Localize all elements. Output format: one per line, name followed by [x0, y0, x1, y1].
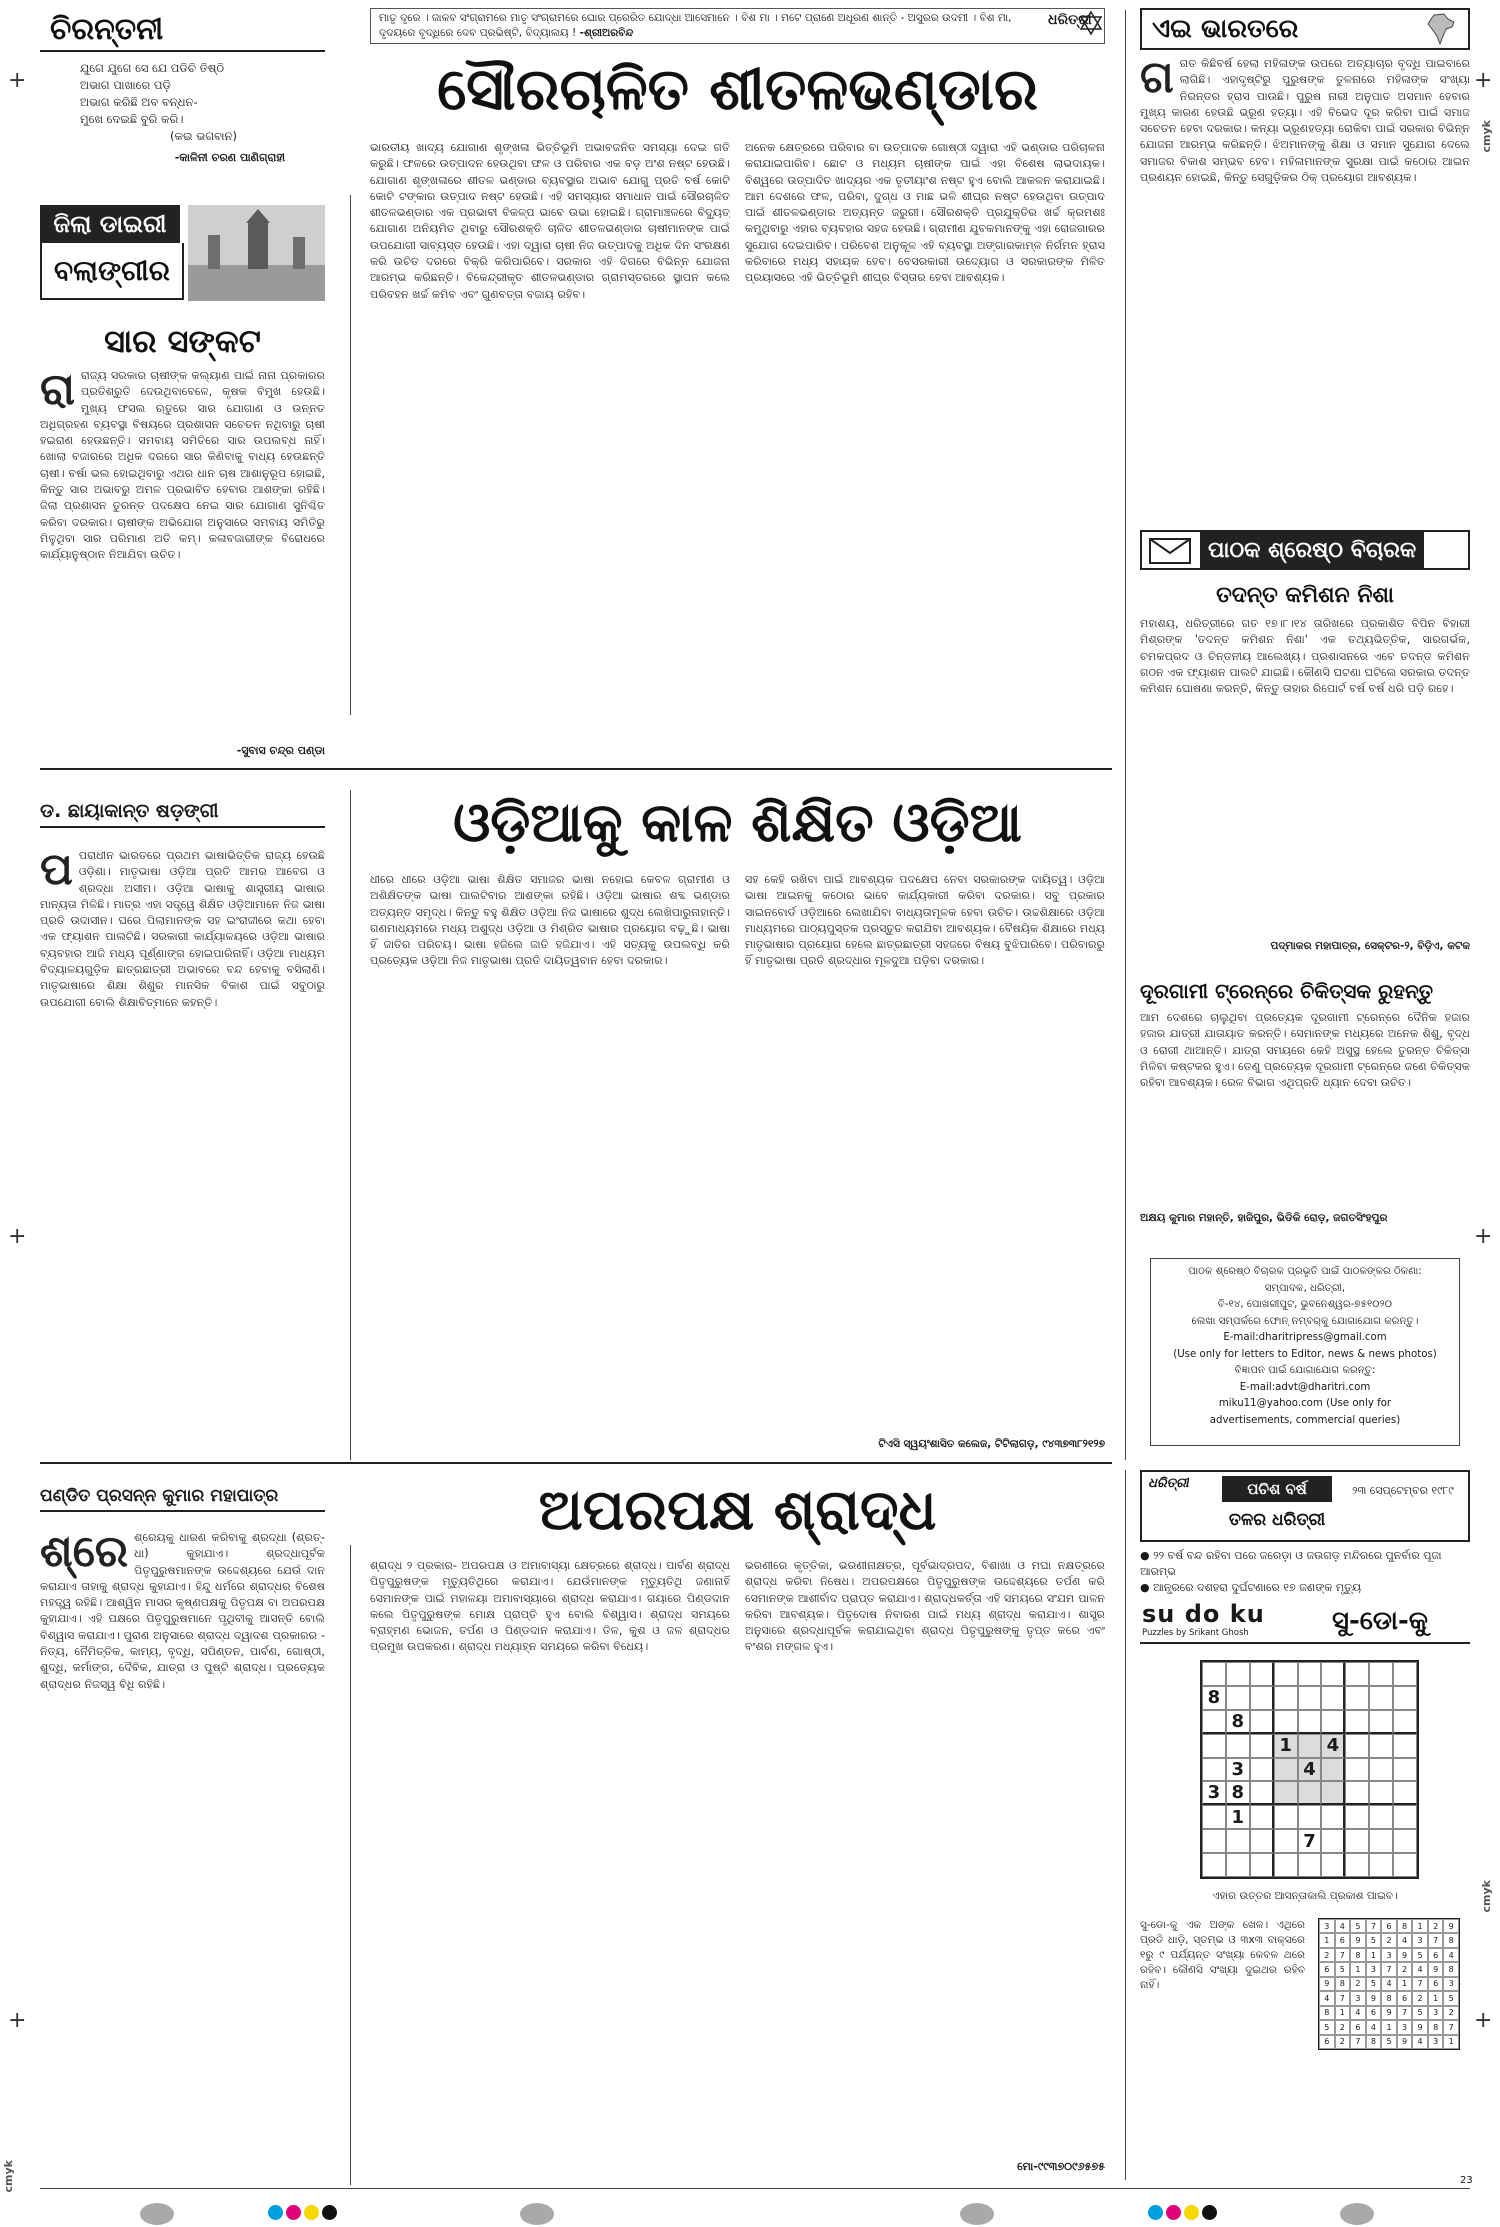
sudoku-cell[interactable] [1226, 1829, 1250, 1853]
quote-banner [370, 8, 1105, 44]
solution-cell: 5 [1412, 2006, 1428, 2020]
odia-col1 [40, 848, 325, 1448]
poem-line: ଅଭାଗ ପାଖାରେ ପଡ଼ି [80, 78, 171, 92]
sudoku-cell[interactable] [1345, 1758, 1369, 1782]
solution-cell: 7 [1412, 1977, 1428, 1991]
solution-cell: 9 [1381, 2006, 1397, 2020]
solution-cell: 4 [1319, 1991, 1335, 2005]
envelope-icon [1148, 537, 1192, 565]
sudoku-cell[interactable] [1298, 1805, 1322, 1829]
contact-line: ବି-୧୪, ପୋଖରୀପୁଟ, ଭୁବନେଶ୍ୱର-୭୫୧୦୨୦ [1217, 1299, 1393, 1310]
odia-headline: ଓଡ଼ିଆକୁ କାଳ ଶିକ୍ଷିତ ଓଡ଼ିଆ [453, 790, 1022, 854]
solution-cell: 1 [1350, 1962, 1366, 1976]
solution-cell: 1 [1335, 2006, 1351, 2020]
color-dot-cyan-2 [1148, 2205, 1163, 2220]
solution-cell: 3 [1428, 2006, 1444, 2020]
zilla-diary-author: -ସୁବାସ ଚନ୍ଦ୍ର ପଣ୍ଡା [236, 744, 325, 757]
zilla-diary-text: ରାଜ୍ୟ ସରକାର ଚାଷୀଙ୍କ କଲ୍ୟାଣ ପାଇଁ ନାନା ପ୍ରକାରର ପ୍ରତିଶ୍ରୁତି ଦେଉଥିବାବେଳେ, କୃଷକ ବିମୁଖ ହେଉଛି। ମୁଖ୍ୟ ଫସଲ ଋତୁରେ ସାର ଯୋଗାଣ ଓ ଉନ୍ନତ ଅଧିଗ୍ରହଣ ବ୍ୟବସ୍ଥା ବିଷୟରେ ପ୍ରଶାସନ ସଚେତନ ନଥିବାରୁ ଚାଷୀ ହଇରାଣ ହେଉଛନ୍ତି। ସମବାୟ ସମିତିରେ ସାର ଉପଲବ୍ଧ ନାହିଁ। ଖୋଲା ବଜାରରେ ଅଧିକ ଦରରେ ସାର କିଣିବାକୁ ବାଧ୍ୟ ହେଉଛନ୍ତି ଚାଷୀ। ବର୍ଷା ଭଲ ହୋଇଥିବାରୁ ଏଥର ଧାନ ଚାଷ ଆଶାନୁରୂପ ହୋଇଛି, କିନ୍ତୁ ସାର ଅଭାବରୁ ଅମଳ ପ୍ରଭାବିତ ହେବାର ଆଶଙ୍କା ରହିଛି। ଜିଲା ପ୍ରଶାସନ ତୁରନ୍ତ ପଦକ୍ଷେପ ନେଇ ସାର ଯୋଗାଣ ସୁନିଶ୍ଚିତ କରିବା ଦରକାର। ଚାଷୀଙ୍କ ଅଭିଯୋଗ ଅନୁସାରେ ସମବାୟ ସମିତିରୁ ମିଳୁଥିବା ସାର ପରିମାଣ ଅତି କମ୍। କଳାବଜାରୀଙ୍କ ବିରୋଧରେ କାର୍ଯ୍ୟାନୁଷ୍ଠାନ ନିଆଯିବା ଉଚିତ। [40, 369, 325, 562]
sudoku-cell[interactable] [1369, 1686, 1393, 1710]
sudoku-cell[interactable] [1202, 1734, 1226, 1758]
solution-cell: 1 [1381, 2020, 1397, 2034]
solution-cell: 1 [1319, 1933, 1335, 1947]
solution-cell: 4 [1335, 1919, 1351, 1933]
zilla-diary-title: ଜିଲା ଡାଇରୀ [40, 205, 180, 243]
sudoku-cell[interactable]: 3 [1202, 1781, 1226, 1805]
solution-cell: 6 [1428, 1948, 1444, 1962]
solution-cell: 3 [1366, 1962, 1382, 1976]
registration-mark-right-top: + [1474, 68, 1493, 93]
solution-cell: 6 [1428, 1977, 1444, 1991]
solution-cell: 9 [1350, 1933, 1366, 1947]
bottom-rule [40, 2188, 1470, 2189]
sudoku-cell[interactable] [1274, 1710, 1298, 1734]
sudoku-cell[interactable] [1202, 1662, 1226, 1686]
solution-cell: 2 [1350, 1977, 1366, 1991]
registration-mark-right-mid: + [1474, 1224, 1493, 1249]
sudoku-solution-grid [1318, 1918, 1460, 2050]
main-article-col2: ଅନେକ କ୍ଷେତ୍ରରେ ପରିବାର ବା ଉତ୍ପାଦକ ଗୋଷ୍ଠୀ ଦ୍ୱାରା ଏହି ଭଣ୍ଡାର ପରିଚାଳନା କରାଯାଇପାରିବ। ଛୋଟ ଓ ମଧ୍ୟମ ଚାଷୀଙ୍କ ପାଇଁ ଏହା ବିଶେଷ ଲାଭଦାୟକ। ବିଶ୍ୱରେ ଉତ୍ପାଦିତ ଖାଦ୍ୟର ଏକ ତୃତୀୟାଂଶ ନଷ୍ଟ ହୁଏ ବୋଲି ଆକଳନ କରାଯାଇଛି। ଆମ ଦେଶରେ ଫଳ, ପରିବା, ଦୁଗ୍ଧ ଓ ମାଛ ଭଳି ଶୀଘ୍ର ନଷ୍ଟ ହେଉଥିବା ଉତ୍ପାଦ ପାଇଁ ଶୀତଳଭଣ୍ଡାର ଅତ୍ୟନ୍ତ ଜରୁରୀ। ସୌରଶକ୍ତି ପ୍ରଯୁକ୍ତିର ଖର୍ଚ୍ଚ କ୍ରମଶଃ କମୁଥିବାରୁ ଏହାର ବ୍ୟବହାର ସହଜ ହେଉଛି। ଗ୍ରାମୀଣ ଯୁବକମାନଙ୍କୁ ଏହା ରୋଜଗାରର ସୁଯୋଗ ଦେଇପାରିବ। ପରିବେଶ ଅନୁକୂଳ ଏହି ବ୍ୟବସ୍ଥା ଅଙ୍ଗାରକାମ୍ଳ ନିର୍ଗମନ ହ୍ରାସ କରିବାରେ ମଧ୍ୟ ସହାୟକ ହେବ। ବେସରକାରୀ ଉଦ୍ୟୋଗ ଓ ସରକାରଙ୍କ ମିଳିତ ପ୍ରୟାସରେ ଏହି ଭିତ୍ତିଭୂମି ଶୀଘ୍ର ବିସ୍ତାର ହେବା ଆବଶ୍ୟକ। [745, 141, 1105, 285]
sudoku-cell[interactable] [1202, 1853, 1226, 1877]
gray-oval-1 [140, 2203, 174, 2225]
dharitri-25-logo: ଧରିତ୍ରୀ [1148, 1476, 1189, 1491]
solution-cell: 2 [1412, 1991, 1428, 2005]
contact-box [1150, 1258, 1460, 1446]
reader-opinion-banner [1140, 530, 1470, 570]
solution-cell: 3 [1443, 1977, 1459, 1991]
shraddha-footer: ମୋ-୯୯୩୭୦୯୬୫୭୫ [1017, 2160, 1105, 2173]
contact-email[interactable]: miku11@yahoo.com (Use only for [1218, 1398, 1392, 1409]
india-map-icon [1424, 12, 1458, 46]
dropcap: ଶ୍ରେ [40, 1530, 129, 1577]
solution-cell: 9 [1397, 1948, 1413, 1962]
dropcap: ଗ [1140, 56, 1174, 103]
poem-line: ଅଭାଗ କରିଛି ଅବ ବନ୍ଧନ- [80, 95, 198, 109]
letter1-body: ମହାଶୟ, ଧରିତ୍ରୀରେ ଗତ ୧୭।୮।୧୪ ତାରିଖରେ ପ୍ରକାଶିତ ବିପିନ ବିହାରୀ ମିଶ୍ରଙ୍କ 'ତଦନ୍ତ କମିଶନ ନିଶା' ଏକ ତଥ୍ୟଭିତ୍ତିକ, ସାରଗର୍ଭକ, ଚମକପ୍ରଦ ଓ ଚିନ୍ତନୀୟ ଆଲେଖ୍ୟ। ପ୍ରଶାସନରେ ଏବେ ତଦନ୍ତ କମିଶନ ଗଠନ ଏକ ଫ୍ୟାଶନ ପାଲଟି ଯାଇଛି। କୌଣସି ଘଟଣା ଘଟିଲେ ସରକାର ତଦନ୍ତ କମିଶନ ଘୋଷଣା କରନ୍ତି, କିନ୍ତୁ ତାହାର ରିପୋର୍ଟ ବର୍ଷ ବର୍ଷ ଧରି ପଡ଼ି ରହେ। [1140, 617, 1470, 696]
solution-cell: 6 [1366, 2006, 1382, 2020]
sudoku-cell[interactable] [1274, 1758, 1298, 1782]
registration-mark-left-bot: + [8, 2008, 27, 2033]
solution-cell: 8 [1443, 1933, 1459, 1947]
sudoku-cell[interactable]: 7 [1298, 1829, 1322, 1853]
solution-cell: 8 [1335, 1977, 1351, 1991]
sudoku-cell[interactable] [1226, 1734, 1250, 1758]
sudoku-cell[interactable] [1321, 1710, 1345, 1734]
cmyk-label-left-bot: cmyk [2, 2160, 15, 2193]
sudoku-cell[interactable] [1274, 1805, 1298, 1829]
sudoku-cell[interactable] [1345, 1734, 1369, 1758]
cmyk-label-right-top: cmyk [1480, 120, 1493, 153]
sudoku-cell[interactable] [1369, 1853, 1393, 1877]
sudoku-cell[interactable] [1369, 1662, 1393, 1686]
sudoku-cell[interactable]: 8 [1202, 1686, 1226, 1710]
shraddha-col1-text: ଶ୍ରେୟକୁ ଧାରଣ କରିବାକୁ ଶ୍ରଦ୍ଧା (ଶ୍ରତ୍-ଧା) କୁହାଯାଏ। ଶ୍ରଦ୍ଧାପୂର୍ବକ ପିତୃପୁରୁଷମାନଙ୍କ ଉଦ୍ଦେଶ୍ୟରେ ଯେଉଁ ଦାନ କରାଯାଏ ତାହାକୁ ଶ୍ରାଦ୍ଧ କୁହାଯାଏ। ହିନ୍ଦୁ ଧର୍ମରେ ଶ୍ରାଦ୍ଧର ବିଶେଷ ମହତ୍ତ୍ୱ ରହିଛି। ଆଶ୍ୱିନ ମାସର କୃଷ୍ଣପକ୍ଷକୁ ପିତୃପକ୍ଷ ବା ଅପରପକ୍ଷ କୁହାଯାଏ। ଏହି ପକ୍ଷରେ ପିତୃପୁରୁଷମାନେ ପୃଥିବୀକୁ ଆସନ୍ତି ବୋଲି ବିଶ୍ୱାସ କରାଯାଏ। ପୁରାଣ ଅନୁସାରେ ଶ୍ରାଦ୍ଧ ଦ୍ୱାଦଶ ପ୍ରକାରର - ନିତ୍ୟ, ନୈମିତ୍ତିକ, କାମ୍ୟ, ବୃଦ୍ଧି, ସପିଣ୍ଡନ, ପାର୍ବଣ, ଗୋଷ୍ଠୀ, ଶୁଦ୍ଧି, କର୍ମାଙ୍ଗ, ଦୈବିକ, ଯାତ୍ରା ଓ ପୁଷ୍ଟି ଶ୍ରାଦ୍ଧ। ପ୍ରତ୍ୟେକ ଶ୍ରାଦ୍ଧର ନିଜସ୍ୱ ବିଧି ରହିଛି। [40, 1531, 325, 1691]
sudoku-cell[interactable]: 4 [1298, 1758, 1322, 1782]
sudoku-cell[interactable] [1393, 1686, 1417, 1710]
solution-cell: 2 [1381, 1933, 1397, 1947]
solution-cell: 8 [1443, 1962, 1459, 1976]
section-rule [40, 1462, 1112, 1464]
sudoku-cell[interactable] [1393, 1805, 1417, 1829]
gray-oval-4 [1340, 2203, 1374, 2225]
sudoku-cell[interactable] [1345, 1710, 1369, 1734]
column-rule [350, 790, 351, 1460]
dharitri-25-items [1140, 1548, 1470, 1596]
sudoku-cell[interactable] [1369, 1758, 1393, 1782]
solution-cell: 9 [1443, 1919, 1459, 1933]
solution-cell: 6 [1381, 1919, 1397, 1933]
solution-cell: 4 [1366, 2020, 1382, 2034]
sudoku-cell[interactable] [1298, 1734, 1322, 1758]
sudoku-cell[interactable] [1393, 1853, 1417, 1877]
sudoku-cell[interactable] [1345, 1686, 1369, 1710]
contact-line: advertisements, commercial queries) [1209, 1414, 1401, 1426]
solution-cell: 9 [1397, 2035, 1413, 2049]
sudoku-cell[interactable] [1393, 1781, 1417, 1805]
sudoku-cell[interactable] [1274, 1781, 1298, 1805]
odia-footer: ଟିଏସି ସ୍ୱୟଂଶାସିତ କଲେଜ, ଟିଟିଲାଗଡ଼, ୯୪୩୭୩୮୨୧୨୭ [878, 1438, 1105, 1450]
dropcap: ପ [40, 848, 73, 895]
sudoku-cell[interactable] [1250, 1686, 1274, 1710]
sudoku-cell[interactable] [1369, 1734, 1393, 1758]
sudoku-cell[interactable] [1298, 1686, 1322, 1710]
solution-cell: 7 [1335, 1948, 1351, 1962]
sudoku-header [1140, 1600, 1470, 1644]
section-rule [40, 768, 1112, 770]
solution-cell: 9 [1412, 2020, 1428, 2034]
zilla-diary-header [40, 205, 325, 310]
sudoku-cell[interactable] [1321, 1805, 1345, 1829]
letter1-title: ତଦନ୍ତ କମିଶନ ନିଶା [1216, 582, 1394, 608]
solution-cell: 1 [1443, 2035, 1459, 2049]
odia-col1-text: ପରାଧୀନ ଭାରତରେ ପ୍ରଥମ ଭାଷାଭିତ୍ତିକ ରାଜ୍ୟ ହେଉଛି ଓଡ଼ିଶା। ମାତୃଭାଷା ଓଡ଼ିଆ ପ୍ରତି ଆମର ଆବେଗ ଓ ଶ୍ରଦ୍ଧା ଅସୀମ। ଓଡ଼ିଆ ଭାଷାକୁ ଶାସ୍ତ୍ରୀୟ ଭାଷାର ମାନ୍ୟତା ମିଳିଛି। ମାତ୍ର ଏହା ସତ୍ତ୍ୱେ ଶିକ୍ଷିତ ଓଡ଼ିଆମାନେ ନିଜ ଭାଷା ପ୍ରତି ଉଦାସୀନ। ଘରେ ପିଲାମାନଙ୍କ ସହ ଇଂରାଜୀରେ କଥା ହେବା ଏକ ଫ୍ୟାଶନ ପାଲଟିଛି। ସରକାରୀ କାର୍ଯ୍ୟାଳୟରେ ଓଡ଼ିଆ ଭାଷାର ବ୍ୟବହାର ଆଜି ମଧ୍ୟ ପୂର୍ଣ୍ଣାଙ୍ଗ ହୋଇପାରିନାହିଁ। ଓଡ଼ିଆ ମାଧ୍ୟମ ବିଦ୍ୟାଳୟଗୁଡ଼ିକ ଛାତ୍ରଛାତ୍ରୀ ଅଭାବରେ ବନ୍ଦ ହେବାକୁ ବସିଲାଣି। ମାତୃଭାଷାରେ ଶିକ୍ଷା ଶିଶୁର ମାନସିକ ବିକାଶ ପାଇଁ ସବୁଠାରୁ ଉପଯୋଗୀ ବୋଲି ଶିକ୍ଷାବିତ୍‌ମାନେ କହନ୍ତି। [40, 849, 325, 1009]
solution-cell: 1 [1412, 1919, 1428, 1933]
solution-cell: 2 [1443, 2006, 1459, 2020]
sudoku-cell[interactable] [1345, 1829, 1369, 1853]
registration-mark-left-top: + [8, 68, 27, 93]
solution-cell: 4 [1412, 2035, 1428, 2049]
contact-line: ପାଠକ ଶ୍ରେଷ୍ଠ ବିଚାରକ ପ୍ରଭୃତି ପାଇଁ ପାଠକଙ୍କର ଠିକଣା: [1188, 1266, 1422, 1277]
solution-cell: 9 [1428, 1962, 1444, 1976]
color-dot-cyan [268, 2205, 283, 2220]
chirantani-poem [40, 52, 325, 145]
sudoku-cell[interactable] [1369, 1829, 1393, 1853]
main-headline: ସୌରଚାଳିତ ଶୀତଳଭଣ୍ଡାର [437, 55, 1038, 123]
sudoku-cell[interactable] [1250, 1710, 1274, 1734]
solution-cell: 5 [1319, 2020, 1335, 2034]
solution-cell: 2 [1428, 1919, 1444, 1933]
sudoku-cell[interactable]: 3 [1226, 1758, 1250, 1782]
color-dot-yellow-2 [1184, 2205, 1199, 2220]
sudoku-title: ସୁ-ଡୋ-କୁ [1332, 1606, 1428, 1636]
cmyk-label-right-bot: cmyk [1480, 1880, 1493, 1913]
solution-cell: 2 [1319, 1948, 1335, 1962]
sudoku-cell[interactable] [1250, 1853, 1274, 1877]
solution-cell: 7 [1428, 1933, 1444, 1947]
shraddha-col3: ଭରଣୀରେ କୃତ୍ତିକା, ଭରଣୀନାକ୍ଷତ୍ର, ପୂର୍ବଭାଦ୍ରପଦ, ବିଶାଖା ଓ ମଘା ନକ୍ଷତ୍ରରେ ଶ୍ରାଦ୍ଧ କରିବା ନିଷେଧ। ଅପରପକ୍ଷରେ ପିତୃପୁରୁଷଙ୍କ ଉଦ୍ଦେଶ୍ୟରେ ତର୍ପଣ କରି ସେମାନଙ୍କ ଆଶୀର୍ବାଦ ପ୍ରାପ୍ତ କରାଯାଏ। ଶ୍ରାଦ୍ଧକର୍ତ୍ତା ଏହି ସମୟରେ ସଂଯମ ପାଳନ କରିବା ଆବଶ୍ୟକ। ପିତୃଦୋଷ ନିବାରଣ ପାଇଁ ମଧ୍ୟ ଶ୍ରାଦ୍ଧ କରାଯାଏ। ଶାସ୍ତ୍ର ଅନୁସାରେ ଶ୍ରଦ୍ଧାପୂର୍ବକ କରାଯାଇଥିବା ଶ୍ରାଦ୍ଧ ପିତୃପୁରୁଷଙ୍କୁ ତୃପ୍ତ କରେ ଏବଂ ବଂଶର ମଙ୍ଗଳ ହୁଏ। [745, 1559, 1105, 1654]
sudoku-grid[interactable] [1200, 1660, 1419, 1879]
solution-cell: 7 [1381, 1962, 1397, 1976]
odia-col2: ଧୀରେ ଧୀରେ ଓଡ଼ିଆ ଭାଷା ଶିକ୍ଷିତ ସମାଜର ଭାଷା ନହୋଇ କେବଳ ଗ୍ରାମୀଣ ଓ ଅଶିକ୍ଷିତଙ୍କ ଭାଷା ପାଲଟିବାର ଆଶଙ୍କା ରହିଛି। ଓଡ଼ିଆ ଭାଷାର ଶବ୍ଦ ଭଣ୍ଡାର ଅତ୍ୟନ୍ତ ସମୃଦ୍ଧ। କିନ୍ତୁ ବହୁ ଶିକ୍ଷିତ ଓଡ଼ିଆ ନିଜ ଭାଷାରେ ଶୁଦ୍ଧ ଲେଖିପାରୁନାହାନ୍ତି। ଗଣମାଧ୍ୟମରେ ମଧ୍ୟ ଅଶୁଦ୍ଧ ଓଡ଼ିଆ ଓ ମିଶ୍ରିତ ଭାଷାର ପ୍ରୟୋଗ ବଢ଼ୁଛି। ଭାଷା ହିଁ ଜାତିର ପରିଚୟ। ଭାଷା ହଜିଲେ ଜାତି ହଜିଯାଏ। ଏହି ସତ୍ୟକୁ ଉପଲବ୍ଧି କରି ପ୍ରତ୍ୟେକ ଓଡ଼ିଆ ନିଜ ମାତୃଭାଷା ପ୍ରତି ଦାୟିତ୍ୱବାନ ହେବା ଦରକାର। [370, 873, 730, 968]
sudoku-cell[interactable] [1250, 1805, 1274, 1829]
list-item: ● ୨୨ ବର୍ଷ ବନ୍ଦ ରହିବା ପରେ ଜରେଡ଼ା ଓ ଜଉଗଡ଼ ମନ୍ଦିରରେ ପୁନର୍ବାର ପୂଜା ଆରମ୍ଭ [1140, 1549, 1442, 1578]
sudoku-cell[interactable] [1274, 1853, 1298, 1877]
solution-cell: 3 [1412, 1933, 1428, 1947]
sudoku-cell[interactable]: 8 [1226, 1781, 1250, 1805]
solution-cell: 7 [1350, 2035, 1366, 2049]
dharitri-25-title2: ତଳର ଧରିତ୍ରୀ [1228, 1510, 1326, 1530]
solution-cell: 8 [1319, 2006, 1335, 2020]
solution-cell: 4 [1350, 2006, 1366, 2020]
sudoku-cell[interactable] [1298, 1710, 1322, 1734]
sudoku-cell[interactable] [1274, 1829, 1298, 1853]
letter2-author: ଅକ୍ଷୟ କୁମାର ମହାନ୍ତି, ହାଜିପୁର, ଭିଡିକି ରୋଡ଼, ଜଗତସିଂହପୁର [1140, 1212, 1388, 1224]
shraddha-headline: ଅପରପକ୍ଷ ଶ୍ରାଦ୍ଧ [538, 1477, 937, 1543]
contact-line: (Use only for letters to Editor, news & news photos) [1173, 1348, 1437, 1360]
sudoku-cell[interactable] [1393, 1758, 1417, 1782]
solution-cell: 9 [1366, 1991, 1382, 2005]
solution-cell: 2 [1397, 1962, 1413, 1976]
quote-text: ମାତୃ ଦୃରେ । ଜାକବ ସଂଗ୍ରାମରେ ମାତୃ ସଂଗ୍ରାମରେ ଘୋର ପ୍ରେରିତ ଯୋଦ୍ଧା ଆସେମାନେ । ବିଶ ମା । ମଟେ ପ୍ରାଣେ ଅଧୂରଣ ଶାନ୍ତି - ଅସୁରର ଉଦମୀ । ବିଶ ମା, ଦୃଦୟରେ ବୃଦ୍ଧିରେ ଦେବ ପ୍ରଭିଷ୍ଟି, ବିଦ୍ୟାଲୟ ! [379, 12, 1012, 39]
odia-author-name: ଡ. ଛାୟାକାନ୍ତ ଷଡ଼ଙ୍ଗୀ [40, 800, 325, 828]
odia-col3: ସହ କେହି ରଖିବା ପାଇଁ ଆବଶ୍ୟକ ପଦକ୍ଷେପ ନେବା ସରକାରଙ୍କ ଦାୟିତ୍ୱ। ଓଡ଼ିଆ ଭାଷା ଆଇନକୁ କଠୋର ଭାବେ କାର୍ଯ୍ୟକାରୀ କରିବା ଦରକାର। ସବୁ ପ୍ରକାର ସାଇନବୋର୍ଡ ଓଡ଼ିଆରେ ଲେଖାଯିବା ବାଧ୍ୟତାମୂଳକ ହେବା ଉଚିତ। ଉଚ୍ଚଶିକ୍ଷାରେ ଓଡ଼ିଆ ମାଧ୍ୟମରେ ପାଠ୍ୟପୁସ୍ତକ ପ୍ରସ୍ତୁତ କରାଯିବା ଆବଶ୍ୟକ। ବୈଷୟିକ ଶିକ୍ଷାରେ ମଧ୍ୟ ମାତୃଭାଷାର ପ୍ରୟୋଗ ହେଲେ ଛାତ୍ରଛାତ୍ରୀ ସହଜରେ ବିଷୟ ବୁଝିପାରିବେ। ପରିବାରରୁ ହିଁ ମାତୃଭାଷା ପ୍ରତି ଶ୍ରଦ୍ଧାର ମୂଳଦୁଆ ପଡ଼ିବା ଦରକାର। [745, 873, 1105, 968]
solution-cell: 6 [1319, 2035, 1335, 2049]
solution-cell: 3 [1428, 2035, 1444, 2049]
solution-cell: 8 [1366, 2035, 1382, 2049]
sudoku-cell[interactable] [1226, 1686, 1250, 1710]
solution-cell: 7 [1443, 2020, 1459, 2034]
solution-cell: 6 [1319, 1962, 1335, 1976]
dharitri-logo: ଧରିତ୍ରୀ [1048, 12, 1092, 28]
solution-cell: 3 [1381, 1948, 1397, 1962]
color-dot-black [322, 2205, 337, 2220]
sudoku-cell[interactable] [1345, 1853, 1369, 1877]
sudoku-cell[interactable] [1321, 1829, 1345, 1853]
color-dot-magenta [286, 2205, 301, 2220]
shraddha-col1 [40, 1530, 325, 2180]
color-dot-yellow [304, 2205, 319, 2220]
zilla-diary-body [40, 368, 325, 738]
sudoku-rules: ସୁ-ଡୋ-କୁ ଏକ ଅଙ୍କ ଖେଳ। ଏଥିରେ ପ୍ରତି ଧାଡ଼ି, ସ୍ତମ୍ଭ ଓ ୩x୩ ବାକ୍ସରେ ୧ରୁ ୯ ପର୍ଯ୍ୟନ୍ତ ସଂଖ୍ୟା କେବଳ ଥରେ ରହିବ। କୌଣସି ସଂଖ୍ୟା ଦୁଇଥର ରହିବ ନାହିଁ। [1140, 1919, 1305, 1991]
solution-cell: 1 [1397, 1977, 1413, 1991]
sudoku-sub: Puzzles by Srikant Ghosh [1142, 1628, 1249, 1638]
solution-cell: 6 [1335, 1933, 1351, 1947]
solution-cell: 5 [1366, 1933, 1382, 1947]
bharat-title: ଏଇ ଭାରତରେ [1152, 14, 1299, 44]
solution-cell: 8 [1381, 1991, 1397, 2005]
chirantani-title: ଚିରନ୍ତନୀ [40, 10, 325, 52]
sudoku-cell[interactable] [1226, 1662, 1250, 1686]
solution-cell: 5 [1443, 1991, 1459, 2005]
gray-oval-3 [960, 2203, 994, 2225]
dropcap: ରା [40, 368, 75, 415]
main-article-col1: ଭାରତୀୟ ଖାଦ୍ୟ ଯୋଗାଣ ଶୃଙ୍ଖଳା ଭିତ୍ତିଭୂମି ଅଭାବଜନିତ ସମସ୍ୟା ଦେଇ ଗତି କରୁଛି। ଫଳରେ ଉତ୍ପାଦନ ହେଉଥିବା ଫଳ ଓ ପରିବାର ଏକ ବଡ଼ ଅଂଶ ନଷ୍ଟ ହେଉଛି। ଯୋଗାଣ ଶୃଙ୍ଖଳାରେ ଶୀତଳ ଭଣ୍ଡାର ବ୍ୟବସ୍ଥାର ଅଭାବ ଯୋଗୁ ପ୍ରତି ବର୍ଷ କୋଟି କୋଟି ଟଙ୍କାର ଉତ୍ପାଦ ନଷ୍ଟ ହେଉଛି। ଏହି ସମସ୍ୟାର ସମାଧାନ ପାଇଁ ସୌରଚାଳିତ ଶୀତଳଭଣ୍ଡାର ଏକ ପ୍ରଭାବୀ ବିକଳ୍ପ ଭାବେ ଉଭା ହୋଇଛି। ଗ୍ରାମାଞ୍ଚଳରେ ବିଦ୍ୟୁତ୍ ଯୋଗାଣ ଅନିୟମିତ ଥିବାରୁ ସୌରଶକ୍ତି ଚାଳିତ ଶୀତଳଭଣ୍ଡାର ଚାଷୀମାନଙ୍କ ପାଇଁ ଉପଯୋଗୀ ସାବ୍ୟସ୍ତ ହେଉଛି। ଏହା ଦ୍ୱାରା ଚାଷୀ ନିଜ ଉତ୍ପାଦକୁ ଅଧିକ ଦିନ ସଂରକ୍ଷଣ କରି ଉଚିତ ଦରରେ ବିକ୍ରି କରିପାରିବେ। ସରକାର ଏହି ଦିଗରେ ବିଭିନ୍ନ ଯୋଜନା ଆରମ୍ଭ କରିଛନ୍ତି। ବିକେନ୍ଦ୍ରୀକୃତ ଶୀତଳଭଣ୍ଡାର ଗ୍ରାମସ୍ତରରେ ସ୍ଥାପନ କଲେ ପରିବହନ ଖର୍ଚ୍ଚ କମିବ ଏବଂ ଗୁଣବତ୍ତା ବଜାୟ ରହିବ। [370, 141, 730, 301]
letter2-body: ଆମ ଦେଶରେ ଚାଲୁଥିବା ପ୍ରତ୍ୟେକ ଦୂରଗାମୀ ଟ୍ରେନ୍‌ରେ ଦୈନିକ ହଜାର ହଜାର ଯାତ୍ରୀ ଯାତାୟାତ କରନ୍ତି। ସେମାନଙ୍କ ମଧ୍ୟରେ ଅନେକ ଶିଶୁ, ବୃଦ୍ଧ ଓ ରୋଗୀ ଥାଆନ୍ତି। ଯାତ୍ରା ସମୟରେ କେହି ଅସୁସ୍ଥ ହେଲେ ତୁରନ୍ତ ଚିକିତ୍ସା ମିଳିବା କଷ୍ଟକର ହୁଏ। ତେଣୁ ପ୍ରତ୍ୟେକ ଦୂରଗାମୀ ଟ୍ରେନ୍‌ରେ ଜଣେ ଚିକିତ୍ସକ ରହିବା ଆବଶ୍ୟକ। ରେଳ ବିଭାଗ ଏଥିପ୍ରତି ଧ୍ୟାନ ଦେବା ଉଚିତ। [1140, 1011, 1470, 1090]
dharitri-25-date: ୨୩ ସେପ୍ଟେମ୍ବର ୧୯୮୯ [1352, 1484, 1454, 1497]
solution-cell: 8 [1397, 1919, 1413, 1933]
sudoku-cell[interactable] [1250, 1829, 1274, 1853]
contact-email[interactable]: E-mail:dharitripress@gmail.com [1223, 1332, 1387, 1343]
star-of-david-icon [1078, 10, 1104, 36]
dharitri-25-title1: ପଚିଶ ବର୍ଷ [1222, 1476, 1332, 1502]
column-rule [1125, 1470, 1126, 2180]
solution-cell: 2 [1335, 2035, 1351, 2049]
sudoku-cell[interactable] [1321, 1781, 1345, 1805]
solution-cell: 5 [1335, 1962, 1351, 1976]
sudoku-cell[interactable] [1345, 1781, 1369, 1805]
solution-cell: 1 [1366, 1948, 1382, 1962]
solution-cell: 4 [1412, 1962, 1428, 1976]
page-number: 23 [1460, 2175, 1473, 2186]
bharat-title-bar [1140, 8, 1470, 50]
color-dot-black-2 [1202, 2205, 1217, 2220]
sudoku-cell[interactable] [1369, 1710, 1393, 1734]
sudoku-cell[interactable] [1393, 1662, 1417, 1686]
column-rule [350, 1545, 351, 2185]
solution-cell: 4 [1443, 1948, 1459, 1962]
letter2-title: ଦୂରଗାମୀ ଟ୍ରେନ୍‌ରେ ଚିକିତ୍ସକ ରୁହନ୍ତୁ [1140, 979, 1433, 1003]
chirantani-author: -କାଳିନୀ ଚରଣ ପାଣିଗ୍ରାହୀ [174, 151, 285, 164]
sudoku-cell[interactable] [1202, 1758, 1226, 1782]
solution-cell: 5 [1366, 1977, 1382, 1991]
solution-cell: 5 [1412, 1948, 1428, 1962]
sudoku-cell[interactable]: 1 [1274, 1734, 1298, 1758]
sudoku-note: ଏହାର ଉତ୍ତର ଆସନ୍ତାକାଲି ପ୍ରକାଶ ପାଇବ। [1212, 1890, 1398, 1902]
sudoku-cell[interactable] [1298, 1853, 1322, 1877]
letter1-author: ପଦ୍ମାକର ମହାପାତ୍ର, ସେକ୍ଟର-୨, ବିଡ଼ିଏ, କଟକ [1270, 940, 1470, 952]
shraddha-col2: ଶ୍ରାଦ୍ଧ ୨ ପ୍ରକାର- ଅପରପକ୍ଷ ଓ ଅମାବାସ୍ୟା କ୍ଷେତ୍ରରେ ଶ୍ରାଦ୍ଧ। ପାର୍ବଣ ଶ୍ରାଦ୍ଧ ପିତୃପୁରୁଷଙ୍କ ମୃତ୍ୟୁତିଥିରେ କରାଯାଏ। ଯେଉଁମାନଙ୍କ ମୃତ୍ୟୁତିଥି ଜଣାନାହିଁ ସେମାନଙ୍କ ପାଇଁ ମହାଳୟା ଅମାବାସ୍ୟାରେ ଶ୍ରାଦ୍ଧ କରାଯାଏ। ଗୟାରେ ପିଣ୍ଡଦାନ କଲେ ପିତୃପୁରୁଷଙ୍କ ମୋକ୍ଷ ପ୍ରାପ୍ତି ହୁଏ ବୋଲି ବିଶ୍ୱାସ। ଶ୍ରାଦ୍ଧ ସମୟରେ ବ୍ରାହ୍ମଣ ଭୋଜନ, ତର୍ପଣ ଓ ପିଣ୍ଡଦାନ କରାଯାଏ। ତିଳ, କୁଶ ଓ ଜଳ ଶ୍ରାଦ୍ଧର ପ୍ରମୁଖ ଉପକରଣ। ଶ୍ରାଦ୍ଧ ମଧ୍ୟାହ୍ନ ସମୟରେ କରିବା ବିଧେୟ। [370, 1559, 730, 1654]
sudoku-cell[interactable] [1393, 1710, 1417, 1734]
bharat-box [1140, 8, 1470, 518]
solution-cell: 9 [1319, 1977, 1335, 1991]
registration-mark-right-bot: + [1474, 2008, 1493, 2033]
solution-cell: 7 [1335, 1991, 1351, 2005]
solution-cell: 6 [1397, 1991, 1413, 2005]
poem-line: ଯୁଗେ ଯୁଗେ ସେ ଯେ ପଡିଚି ତିଷ୍ଠି [80, 61, 225, 75]
sudoku-cell[interactable] [1250, 1781, 1274, 1805]
list-item: ● ଆନ୍ଧ୍ରରେ ଦଶହରା ଦୁର୍ଘଟଣାରେ ୧୭ ଜଣଙ୍କ ମୃତ୍ୟୁ [1140, 1581, 1362, 1594]
contact-line: ଲେଖା ସମ୍ପର୍କରେ ଫୋନ୍ ନମ୍ବର୍‌କୁ ଯୋଗାଯୋଗ କରନ୍ତୁ। [1191, 1315, 1419, 1327]
sudoku-cell[interactable] [1345, 1662, 1369, 1686]
solution-cell: 2 [1335, 2020, 1351, 2034]
sudoku-brand: su do ku [1142, 1600, 1265, 1628]
column-rule [350, 195, 351, 715]
solution-cell: 7 [1397, 2006, 1413, 2020]
solution-cell: 3 [1350, 1991, 1366, 2005]
color-dot-magenta-2 [1166, 2205, 1181, 2220]
sudoku-cell[interactable] [1226, 1853, 1250, 1877]
sudoku-cell[interactable] [1321, 1662, 1345, 1686]
column-rule [1125, 10, 1126, 1460]
sudoku-cell[interactable] [1393, 1734, 1417, 1758]
sudoku-cell[interactable] [1321, 1686, 1345, 1710]
contact-line: ବିଜ୍ଞାପନ ପାଇଁ ଯୋଗାଯୋଗ କରନ୍ତୁ: [1234, 1365, 1376, 1376]
solution-cell: 5 [1381, 2035, 1397, 2049]
sudoku-cell[interactable] [1345, 1805, 1369, 1829]
sudoku-cell[interactable] [1369, 1805, 1393, 1829]
gray-oval-2 [520, 2203, 554, 2225]
sudoku-cell[interactable]: 4 [1321, 1734, 1345, 1758]
sudoku-cell[interactable] [1369, 1781, 1393, 1805]
sudoku-cell[interactable] [1321, 1758, 1345, 1782]
sudoku-cell[interactable] [1274, 1686, 1298, 1710]
bharat-text [1140, 56, 1470, 516]
sudoku-cell[interactable] [1274, 1662, 1298, 1686]
solution-cell: 3 [1397, 2020, 1413, 2034]
sudoku-cell[interactable]: 1 [1226, 1805, 1250, 1829]
reader-opinion-title: ପାଠକ ଶ୍ରେଷ୍ଠ ବିଚାରକ [1200, 532, 1424, 568]
shraddha-author-name: ପଣ୍ଡିତ ପ୍ରସନ୍ନ କୁମାର ମହାପାତ୍ର [40, 1486, 325, 1512]
solution-cell: 1 [1428, 1991, 1444, 2005]
chirantani-box [40, 10, 325, 185]
solution-cell: 8 [1350, 1948, 1366, 1962]
poem-line: ମୁଖେ ଦେଇଛି ବୁରି କରି। [80, 112, 184, 126]
solution-cell: 3 [1319, 1919, 1335, 1933]
zilla-diary-headline: ସାର ସଙ୍କଟ [104, 322, 261, 360]
sudoku-cell[interactable] [1321, 1853, 1345, 1877]
solution-cell: 8 [1428, 2020, 1444, 2034]
quote-author: -ଶ୍ରୀଅରବିନ୍ଦ [579, 27, 634, 39]
zilla-diary-district: ବଲାଙ୍ଗୀର [40, 243, 184, 300]
sudoku-cell[interactable]: 8 [1226, 1710, 1250, 1734]
temple-photo [188, 205, 325, 301]
sudoku-cell[interactable] [1202, 1829, 1226, 1853]
contact-email[interactable]: E-mail:advt@dharitri.com [1239, 1381, 1371, 1393]
poem-line: (କଇ ଭଗବାନ) [170, 129, 237, 143]
solution-cell: 4 [1381, 1977, 1397, 1991]
solution-cell: 5 [1350, 1919, 1366, 1933]
sudoku-cell[interactable] [1202, 1805, 1226, 1829]
solution-cell: 7 [1366, 1919, 1382, 1933]
contact-line: ସମ୍ପାଦକ, ଧରିତ୍ରୀ, [1264, 1282, 1346, 1294]
sudoku-cell[interactable] [1298, 1662, 1322, 1686]
solution-cell: 4 [1397, 1933, 1413, 1947]
sudoku-cell[interactable] [1393, 1829, 1417, 1853]
sudoku-cell[interactable] [1298, 1781, 1322, 1805]
sudoku-cell[interactable] [1250, 1662, 1274, 1686]
solution-cell: 6 [1350, 2020, 1366, 2034]
sudoku-cell[interactable] [1250, 1758, 1274, 1782]
dharitri-25-box [1140, 1470, 1470, 1542]
registration-mark-left-mid: + [8, 1224, 27, 1249]
bharat-body: ଗତ କିଛିବର୍ଷ ହେଲା ମହିଳାଙ୍କ ଉପରେ ଅତ୍ୟାଚାର ବୃଦ୍ଧି ପାଇବାରେ ଲାଗିଛି। ଏହାଦୃଷ୍ଟିରୁ ପୁରୁଷଙ୍କ ତୁଳନାରେ ମହିଳାଙ୍କ ସଂଖ୍ୟା ନିରନ୍ତର ହ୍ରାସ ପାଉଛି। ପୁରୁଷ ନାରୀ ଅନୁପାତ ଅସମାନ ହେବାର ମୁଖ୍ୟ କାରଣ ହେଉଛି ଭ୍ରୂଣ ହତ୍ୟା। ଏହି ବିଭେଦ ଦୂର କରିବା ପାଇଁ ସମାଜ ସଚେତନ ହେବା ଦରକାର। କନ୍ୟା ଭ୍ରୂଣହତ୍ୟା ରୋକିବା ପାଇଁ ସରକାର ବିଭିନ୍ନ ଯୋଜନା ଆରମ୍ଭ କରିଛନ୍ତି। ଝିଅମାନଙ୍କୁ ଶିକ୍ଷା ଓ ସମାନ ସୁଯୋଗ ଦେଲେ ସମାଜର ବିକାଶ ସମ୍ଭବ ହେବ। ମହିଳାମାନଙ୍କ ସୁରକ୍ଷା ପାଇଁ କଠୋର ଆଇନ ପ୍ରଣୟନ ହୋଇଛି, କିନ୍ତୁ ସେଗୁଡ଼ିକର ଠିକ୍ ପ୍ରୟୋଗ ଆବଶ୍ୟକ। [1140, 57, 1470, 185]
sudoku-cell[interactable] [1250, 1734, 1274, 1758]
sudoku-cell[interactable] [1202, 1710, 1226, 1734]
